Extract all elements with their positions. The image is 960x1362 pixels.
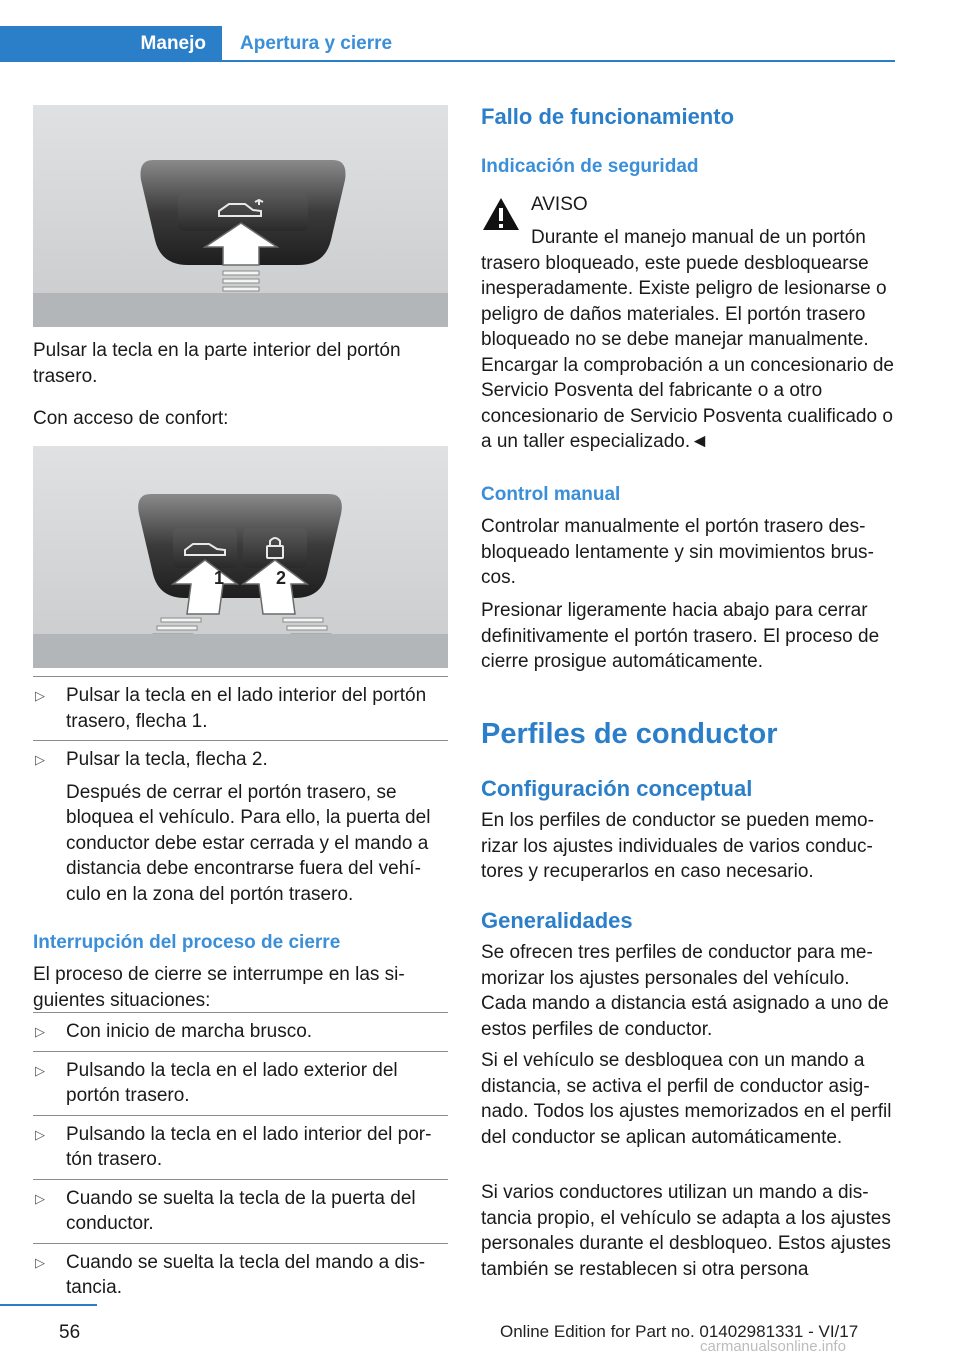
arrow-1-label: 1 (214, 568, 225, 588)
tab-manejo[interactable]: Manejo (0, 26, 222, 62)
footer-line (0, 1304, 97, 1306)
page-number: 56 (59, 1322, 81, 1343)
list-item: ▷ Pulsando la tecla en el lado interior del portón trasero. (35, 1123, 432, 1170)
concept-heading: Configuración conceptual (481, 776, 753, 801)
comfort-steps-list (33, 676, 448, 907)
list-item: ▷ Pulsar la tecla, flecha 2. Después de cerrar el portón trasero, se bloquea el vehículo. Para ello, la puerta del conductor debe estar cerrada y el mando a distancia debe encontrarse fuera del vehículo en la zona del portón trasero. (35, 749, 431, 905)
list-item: ▷ Pulsando la tecla en el lado exterior del portón trasero. (35, 1059, 398, 1106)
list-item: ▷ Cuando se suelta la tecla del mando a distancia. (35, 1251, 426, 1298)
caption-inner-button: Pulsar la tecla en la parte interior del portón trasero. (33, 340, 401, 387)
tailgate-button-photo (33, 105, 448, 327)
bullet-icon: ▷ (35, 1190, 45, 1206)
comfort-access-label: Con acceso de confort: (33, 408, 229, 429)
bullet-icon: ▷ (35, 1024, 45, 1039)
tabbar-underline (0, 60, 895, 62)
list-item: ▷ Cuando se suelta la tecla de la puerta del conductor. (35, 1187, 416, 1234)
edition-info: Online Edition for Part no. 01402981331 - VI/17 (500, 1322, 859, 1341)
manual-control-p2: Presionar ligeramente hacia abajo para cerrar definitivamente el portón trasero. El proceso de cierre prosigue automáticamente. (481, 600, 880, 672)
safety-heading: Indicación de seguridad (481, 156, 699, 177)
general-p1: Se ofrecen tres perfiles de conductor para memorizar los ajustes personales del vehículo. Cada mando a distancia está asignado a uno de estos perfiles de conductor. (481, 942, 889, 1040)
general-heading: Generalidades (481, 908, 633, 933)
chapter-tabbar (0, 26, 895, 62)
interrupt-heading: Interrupción del proceso de cierre (33, 932, 341, 953)
warning-title: AVISO (531, 194, 588, 215)
bullet-icon: ▷ (35, 1126, 45, 1142)
interrupt-list (33, 1012, 448, 1301)
general-p3: Si varios conductores utilizan un mando a distancia propio, el vehículo se adapta a los ajustes personales durante el desbloqueo. Estos ajustes también se restablecen si otra persona (481, 1182, 891, 1280)
interrupt-intro: El proceso de cierre se interrumpe en las siguientes situaciones: (33, 964, 405, 1011)
manual-control-p1: Controlar manualmente el portón trasero desbloqueado lentamente y sin movimientos bruscos. (481, 516, 874, 588)
concept-text: En los perfiles de conductor se pueden memorizar los ajustes individuales de varios conductores y recuperarlos en caso necesario. (481, 810, 874, 882)
watermark: carmanualsonline.info (700, 1338, 846, 1355)
malfunction-heading: Fallo de funcionamiento (481, 104, 735, 129)
bullet-icon: ▷ (35, 688, 45, 703)
bullet-icon: ▷ (35, 1062, 45, 1078)
list-item: ▷ Con inicio de marcha brusco. (33, 1019, 448, 1045)
bullet-icon: ▷ (35, 752, 45, 767)
tab-apertura-y-cierre[interactable]: Apertura y cierre (240, 33, 393, 54)
warning-text: Durante el manejo manual de un portón trasero bloqueado, este puede desbloquearse inesperadamente. Existe peligro de lesionarse o peligro de daños materiales. El portón trasero bloqueado no se debe manejar manualmente. Encargar la comprobación a un concesionario de Servicio Posventa del fabricante o a otro concesionario de Servicio Posventa cualificado o a un taller especializado.◄ (481, 227, 894, 452)
list-item: ▷ Pulsar la tecla en el lado interior del portón trasero, flecha 1. (35, 685, 427, 732)
bullet-icon: ▷ (35, 1254, 45, 1270)
general-p2: Si el vehículo se desbloquea con un mando a distancia, se activa el perfil de conductor asignado. Todos los ajustes memorizados en el perfil del conductor se aplican automáticamente. (481, 1050, 892, 1148)
manual-control-heading: Control manual (481, 484, 621, 505)
arrow-2-label: 2 (276, 568, 287, 588)
comfort-access-buttons-photo (33, 446, 448, 668)
driver-profiles-heading: Perfiles de conductor (481, 718, 778, 750)
